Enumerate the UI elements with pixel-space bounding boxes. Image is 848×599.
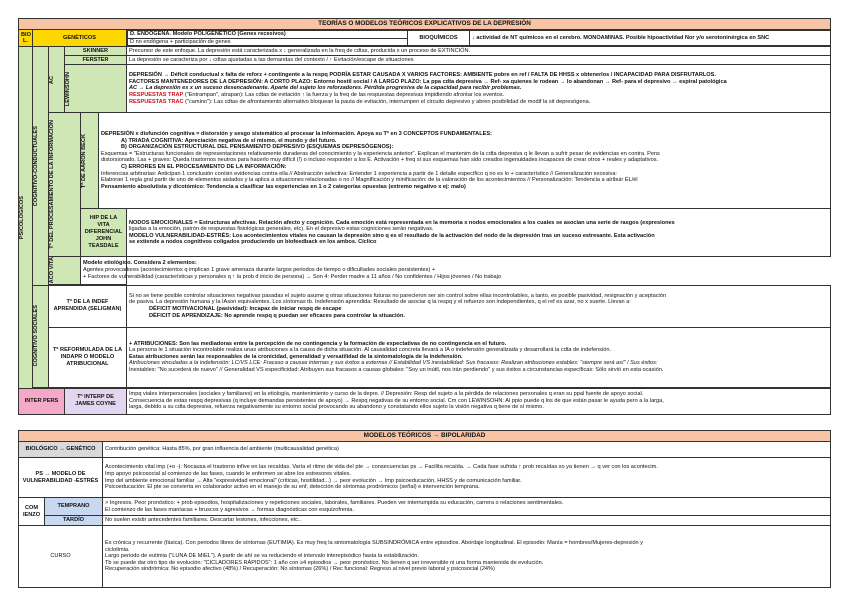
seligman-label: Tª DE LA INDEF APRENDIDA (SELIGMAN) [49, 285, 127, 327]
ferster-text: La depresión se caracteriza por ↓ cdtas ajustadas a las demandas del contexto / ↑ Evitación/escape de situaciones [127, 56, 831, 65]
skinner-label: SKINNER [65, 47, 127, 56]
curso-text: Es crónica y recurrente (fásica). Con periodos libres de síntomas (EUTIMIA). Es muy freq la sintomatología SUBSINDRÓMICA entre episodios. Abordaje longitudinal. El episodio: Manía = hombres/Mujeres-depresión y ciclotimia. Largo periodo de eutimia ("LUNA DE MIEL"). A partir de ahí se va reduciendo el intervalo interepisódico hasta la estabilización. Tb se puede dar otro tipo de evolución: "CICLADORES RÁPIDOS": 1 año con ≥4 episodios → peor pronóstico. No tienen q ser irreversible ni una forma mantenida de evolución. Recuperación sindrómica: No episodio afectivo (48%) / Recuperación: No síntomas (26%) / Rec funcional: Regreso al nivel previo laboral y psicosocial (24%) [103, 526, 831, 588]
psicologicos-label: PSICOLÓGICOS [19, 47, 33, 388]
tardio-label: TARDÍO [45, 516, 103, 526]
ferster-label: FERSTER [65, 56, 127, 65]
bio-genetico-text: Contribución genética: Hasta 85%, por gran influencia del ambiente (multicausalidad genética) [103, 442, 831, 458]
beck-label: Tª DE AARON BECK [81, 113, 99, 209]
teasdale-text: NODOS EMOCIONALES = Estructuras afectivas. Relación afecto y cognición. Cada emoción está representada en la memoria x nodos emocionales a los cuales se asocian una serie de rasgos (expresiones ligadas a la emoción, patrón de respuestas fisiológicas generales, etc). En el depresivo estas cogniciones serán negativas. MODELO VULNERABILIDAD-ESTRÉS: Los acontecimientos vitales no causan la depresión sino q es el resultado de la activación del nodo de la depresión tras un suceso estresante. Esta activación se extiende a nodos cognitivos coligados produciendo un biofeedback en los ambos. Cíclico [127, 209, 831, 257]
depression-table-title: TEORÍAS O MODELOS TEÓRICOS EXPLICATIVOS DE LA DEPRESIÓN [19, 19, 831, 30]
reformulada-text: + ATRIBUCIONES: Son las mediadoras entre la percepción de no contingencia y la formación de expectativas de no contingencia en el futuro. La persona le 1 situación incontrolable realiza unas atribuciones a la causa de dicha situación. Al causalidad concreta llevará a IA o indefensión generalizada y desarrollará la cdta de indefensión. Estas atribuciones serán las responsables de la cronicidad, generalidad y versatilidad de la sintomatología de la indefensión. Atribuciones vinculadas a la indefensión: LC/VS LCE: Fracaso a causas internas y sus éxitos a externas // Estabilidad VS inestabilidad: Sus fracasos: Realizan atribuciones estables: "siempre será así" / Sus éxitos: Inestables: "No sucederá de nuevo" // Generalidad VS especificidad: Atribuyen sus fracasos a causas globales: "Soy un inútil, nos irán perdiendo" y sus éxitos a circunstancias específicas: Sólo sirvió en esta ocasión. [127, 327, 831, 387]
procesamiento-informacion-label: Tª DEL PROCESAMIENTO DE LA INFORMACIÓN [49, 113, 81, 257]
cognitivo-sociales-label: COGNITIVO SOCIALES [33, 285, 49, 387]
bio-genetico-label: BIOLÓGICO → GENÉTICO [19, 442, 103, 458]
temprano-label: TEMPRANO [45, 498, 103, 516]
beck-text: DEPRESIÓN x disfunción cognitiva = distorsión y sesgo sistemático al procesar la información. Apoya su Tª en 3 CONCEPTOS FUNDAMENTALES: A) TRIADA COGNITIVA: Apreciación negativa de sí mismo, el mundo y del futuro. B) ORGANIZACIÓN ESTRUCTURAL DEL PENSAMIENTO DEPRESIVO (ESQUEMAS DEPRESÓGENOS): Esquemas = "Estructuras funcionales de representaciones relativamente duraderas del conocimiento y la experiencia anterior". Explican el mantenim de la cdta depresiva q le llevan a sufrir pesar de evidencias en contra. Pens distorsionado. Las + graves: Queda trastornos neutros para hacerlo muy difícil (!) o incluso responder a los E. Activación + freq si sus esquemas han sido creados ingenuidades incapaces de crear otros + reales y adaptativos. C) ERRORES EN EL PROCESAMIENTO DE LA INFORMACIÓN: Inferencias arbitrarias: Anticipan 1 conclusión con/sin evidencias contra ella // Abstracción selectiva: Entender 1 experiencia a partir de 1 detalle específico q no es lo + característico // Generalización excesiva: Elaboran 1 regla gral partir de uno de elementos aislados y la aplica a situaciones relacionadas o no // Magnificación y minificación: de la valoración de los acontecimientos // Personalización: Tendencia a atribuir ÉL/él Pensamiento absolutista y dicotómico: Tendencia a clasificar las experiencias en 1 o 2 categorías opuestas (extremo negativo x ej: malo) [99, 113, 831, 209]
coyne-label: Tª INTERP DE JAMES COYNE [65, 388, 127, 414]
reformulada-label: Tª REFORMULADA DE LA INDAPR O MODELO ATRIBUCIONAL [49, 327, 127, 387]
bio-subtable [127, 30, 831, 46]
geneticos-label: GENÉTICOS [33, 30, 127, 47]
vulnerabilidad-estres-text: Acontecimiento vital imp (+o -): Nocausa el trastorno infive en las recaídas. Varía el ritmo de vida del pte → consecuencias ps → Facilita recaída. → Cada fase sufrida ↑ prob recaídas xo ya tienen → q ver con los acontecim. Imp apoyo psicosocial al comienzo de las fases, cuando le enfermen se abre los estresores vitales. Imp del ambiente emocional familiar → Alta "expresividad emocional" (críticas, hostilidad...) → peor evolución → Imp psicoeducación, HHSS y de comunicación familiar. Psicoeducación: El pte se convierta en colaborador activo en el manejo de su enf, detección de síntomas prodrómicos (señal) e intervención temprana. [103, 458, 831, 498]
ac-label: AC [49, 47, 65, 113]
tardio-text: No suelen existir antecedentes familiares. Descartar lesiones, infecciones, etc.. [103, 516, 831, 526]
comienzo-label: COM IENZO [19, 498, 45, 526]
cognitivo-conductuales-label: COGNITIVO-CONDUCTUALES [33, 47, 49, 285]
geneticos-text-2: D no endógena + participación de genes [128, 38, 408, 46]
interpersonales-label: INTER PERS [19, 388, 65, 414]
curso-label: CURSO [19, 526, 103, 588]
bio-label: BIO L. [19, 30, 33, 47]
geneticos-text-1: D. ENDÓGENA. Modelo POLIGENÉTICO (Genes recesivos) [128, 31, 408, 39]
bioquimicos-text: ↓ actividad de NT químicos en el cerebro. MONOAMINAS. Posible hipoactividad Nor y/o serotoninérgica en SNC [470, 31, 831, 46]
lewinsohn-label: LEWINSOHN [65, 65, 127, 113]
aco-vita-label: ACO VITA [49, 257, 81, 284]
seligman-text: Si no se tiene posible controlar situaciones negativas pasadas el sujeto asume q otras situaciones futuras no parecieron ser sin control sobre ellas incontrolables, a tanto, es posible pasividad, resignación y aceptación de pasiva. La depresión humana y la IAson equivalentes. Los síntomas tb. Indefensión aprendida: Resultado de asociar q la respq y el refuerzo son independientes, q el ref es azar, no x suerte. Llevan a: DÉFICIT MOTIVACIONAL (pasividad): Incapaz de iniciar respq de escape DÉFICIT DE APRENDIZAJE: No aprende respq q puedan ser eficaces para controlar la situación. [127, 285, 831, 327]
teasdale-label: HIP DE LA VITA DIFERENCIAL JOHN TEASDALE [81, 209, 127, 257]
aco-vita-text: Modelo etiológico. Considera 2 elementos: Agentes provocadores (acontecimientos q implican 1 grave amenaza durante largos periodos de tiempo o dificultades sociales persistentes) + + Factores de vulnerabilidad (características y personales q ↑ la prob d inicio de persona) → Son 4: Perder madre a 11 años / No confidentes / Hijos jóvenes / No trabajo [81, 257, 127, 284]
lewinsohn-text: DEPRESIÓN → Déficit conductual x falta de reforz + contingente a la respq PODRÍA ESTAR CAUSADA X VARIOS FACTORES: AMBIENTE pobre en ref / FALTA DE HHSS x obtenerlos / INCAPACIDAD PARA DISFRUTARLOS. FACTORES MANTENEDORES DE LA DEPRESIÓN: A CORTO PLAZO: Entorno hostil social / A LARGO PLAZO: La ppa cdta depresiva → Ref- xa quienes le rodean → lo abandonan → Ref- para el depresivo → espiral patológica AC → La depresión es x un suceso desencadenante. Aparte del sujeto los reforzadores. Pérdida progresiva de la capacidad para recibir problemas. RESPUESTAS TRAP ("Entrampan", atrapan): Las cdtas de evitación ↑ la fuerza y la freq de las respuestas depresivas impidiendo afrontar los eventos. RESPUESTAS TRAC ("camino"): Las cdtas de afrontamiento alternativo bloquean la pauta de evitación, interrumpen el circuito depresivo y abren posibilidad de modif la sit depresógena. [127, 65, 831, 113]
bipolar-table-title: MODELOS TEÓRICOS → BIPOLARIDAD [19, 431, 831, 442]
bipolar-models-table [18, 430, 831, 588]
bioquimicos-label: BIOQUÍMICOS [408, 31, 470, 46]
depression-models-table [18, 18, 831, 415]
coyne-text: Impq viales interpersonales (sociales y familiares) en la etiología, mantenimiento y curso de la depre. // Depresión: Resp del sujeto a la pérdida de relaciones personales q eran su ppal fuente de apoyo social. Consecuencia de estas respq depresivas (q incluye demandas persistentes de apoyo) → Respq negativas de su entorno social. Cm con LEWINSOHN: Al ppio puede q los de que están pasar le ayuda pero a la larga, larga, debido a su cdta depresiva, refuerza negativamente su entorno social provocando su abandono y constatando ellos sujeto la visión negativa q tiene de sí mismo. [127, 388, 831, 414]
vulnerabilidad-estres-label: PS → MODELO DE VULNERABILIDAD -ESTRÉS [19, 458, 103, 498]
temprano-text: > Ingresos. Peor pronóstico: + prob episodios, hospitalizaciones y repeticiones sociales, laborales, familiares. Pueden ver interrumpida su educación, carrera o relaciones sentimentales. El comienzo de las fases maníacas + bruscos y agresivos → formas diagnósticas con esquizofrenia. [103, 498, 831, 516]
skinner-text: Precursor de este enfoque. La depresión está caracterizada x ↓ generalizada en la freq de cdtas, producida x un proceso de EXTINCIÓN. [127, 47, 831, 56]
